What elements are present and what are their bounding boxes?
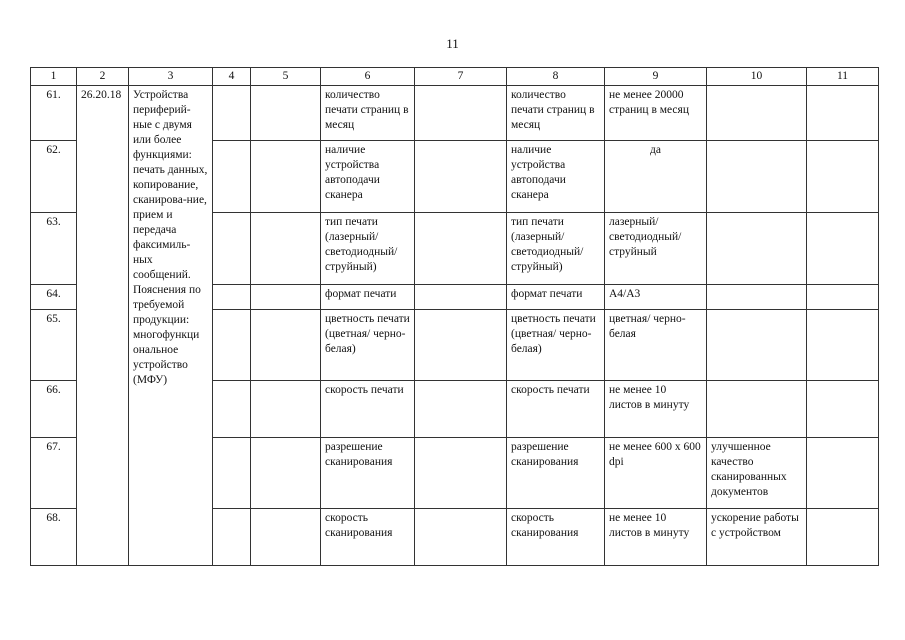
cell-col11 (807, 141, 879, 213)
cell-col5 (251, 509, 321, 566)
cell-col5 (251, 438, 321, 509)
characteristic-name: формат печати (321, 285, 415, 310)
cell-col5 (251, 310, 321, 381)
characteristic-name-2: количество печати страниц в месяц (507, 86, 605, 141)
cell-col5 (251, 213, 321, 285)
characteristic-value: А4/А3 (605, 285, 707, 310)
cell-col5 (251, 86, 321, 141)
characteristic-name-2: разрешение сканирования (507, 438, 605, 509)
cell-col4 (213, 310, 251, 381)
cell-col7 (415, 213, 507, 285)
col-header-11: 11 (807, 68, 879, 86)
characteristic-value: да (605, 141, 707, 213)
cell-col5 (251, 381, 321, 438)
characteristic-name: скорость сканирования (321, 509, 415, 566)
col-header-3: 3 (129, 68, 213, 86)
col-header-1: 1 (31, 68, 77, 86)
col-header-5: 5 (251, 68, 321, 86)
justification (707, 213, 807, 285)
characteristic-name: наличие устройства автоподачи сканера (321, 141, 415, 213)
justification (707, 285, 807, 310)
justification: ускорение работы с устройством (707, 509, 807, 566)
justification (707, 141, 807, 213)
justification (707, 86, 807, 141)
col-header-10: 10 (707, 68, 807, 86)
cell-col7 (415, 509, 507, 566)
row-number: 67. (31, 438, 77, 509)
cell-col11 (807, 213, 879, 285)
characteristic-value: не менее 600 х 600 dpi (605, 438, 707, 509)
cell-col7 (415, 310, 507, 381)
page-number: 11 (446, 36, 459, 51)
characteristic-name: цветность печати (цветная/ черно-белая) (321, 310, 415, 381)
cell-col4 (213, 509, 251, 566)
col-header-6: 6 (321, 68, 415, 86)
cell-col4 (213, 141, 251, 213)
cell-col4 (213, 381, 251, 438)
row-number: 64. (31, 285, 77, 310)
characteristic-value: не менее 10 листов в минуту (605, 509, 707, 566)
cell-col4 (213, 285, 251, 310)
col-header-9: 9 (605, 68, 707, 86)
characteristic-name-2: скорость печати (507, 381, 605, 438)
characteristic-name-2: формат печати (507, 285, 605, 310)
row-number: 68. (31, 509, 77, 566)
col-header-8: 8 (507, 68, 605, 86)
col-header-2: 2 (77, 68, 129, 86)
cell-col7 (415, 381, 507, 438)
cell-col4 (213, 213, 251, 285)
characteristic-value: лазерный/ светодиодный/ струйный (605, 213, 707, 285)
cell-col4 (213, 86, 251, 141)
cell-col11 (807, 438, 879, 509)
cell-col11 (807, 381, 879, 438)
cell-col11 (807, 285, 879, 310)
characteristic-value: цветная/ черно-белая (605, 310, 707, 381)
cell-col7 (415, 86, 507, 141)
characteristic-name-2: тип печати (лазерный/ светодиодный/ струйный) (507, 213, 605, 285)
justification (707, 381, 807, 438)
row-number: 65. (31, 310, 77, 381)
justification (707, 310, 807, 381)
characteristic-value: не менее 10 листов в минуту (605, 381, 707, 438)
row-number: 61. (31, 86, 77, 141)
cell-col5 (251, 141, 321, 213)
row-number: 62. (31, 141, 77, 213)
characteristic-value: не менее 20000 страниц в месяц (605, 86, 707, 141)
cell-col11 (807, 509, 879, 566)
row-number: 66. (31, 381, 77, 438)
cell-col11 (807, 86, 879, 141)
characteristic-name-2: наличие устройства автоподачи сканера (507, 141, 605, 213)
col-header-4: 4 (213, 68, 251, 86)
table-row (31, 86, 879, 141)
characteristic-name: скорость печати (321, 381, 415, 438)
characteristic-name-2: цветность печати (цветная/ черно-белая) (507, 310, 605, 381)
characteristic-name-2: скорость сканирования (507, 509, 605, 566)
col-header-7: 7 (415, 68, 507, 86)
characteristic-name: количество печати страниц в месяц (321, 86, 415, 141)
characteristic-name: тип печати (лазерный/ светодиодный/ струйный) (321, 213, 415, 285)
cell-col11 (807, 310, 879, 381)
okpd-code: 26.20.18 (77, 86, 129, 566)
cell-col7 (415, 438, 507, 509)
justification: улучшенное качество сканированных документов (707, 438, 807, 509)
header-row (31, 68, 879, 86)
row-number: 63. (31, 213, 77, 285)
cell-col4 (213, 438, 251, 509)
cell-col7 (415, 141, 507, 213)
product-description: Устройства периферий-ные с двумя или более функциями: печать данных, копирование, сканирова-ние, прием и передача факсимиль-ных сообщений. Пояснения по требуемой продукции: многофункци ональное устройство (МФУ) (129, 86, 213, 566)
characteristic-name: разрешение сканирования (321, 438, 415, 509)
cell-col5 (251, 285, 321, 310)
spec-table (30, 67, 879, 566)
cell-col7 (415, 285, 507, 310)
